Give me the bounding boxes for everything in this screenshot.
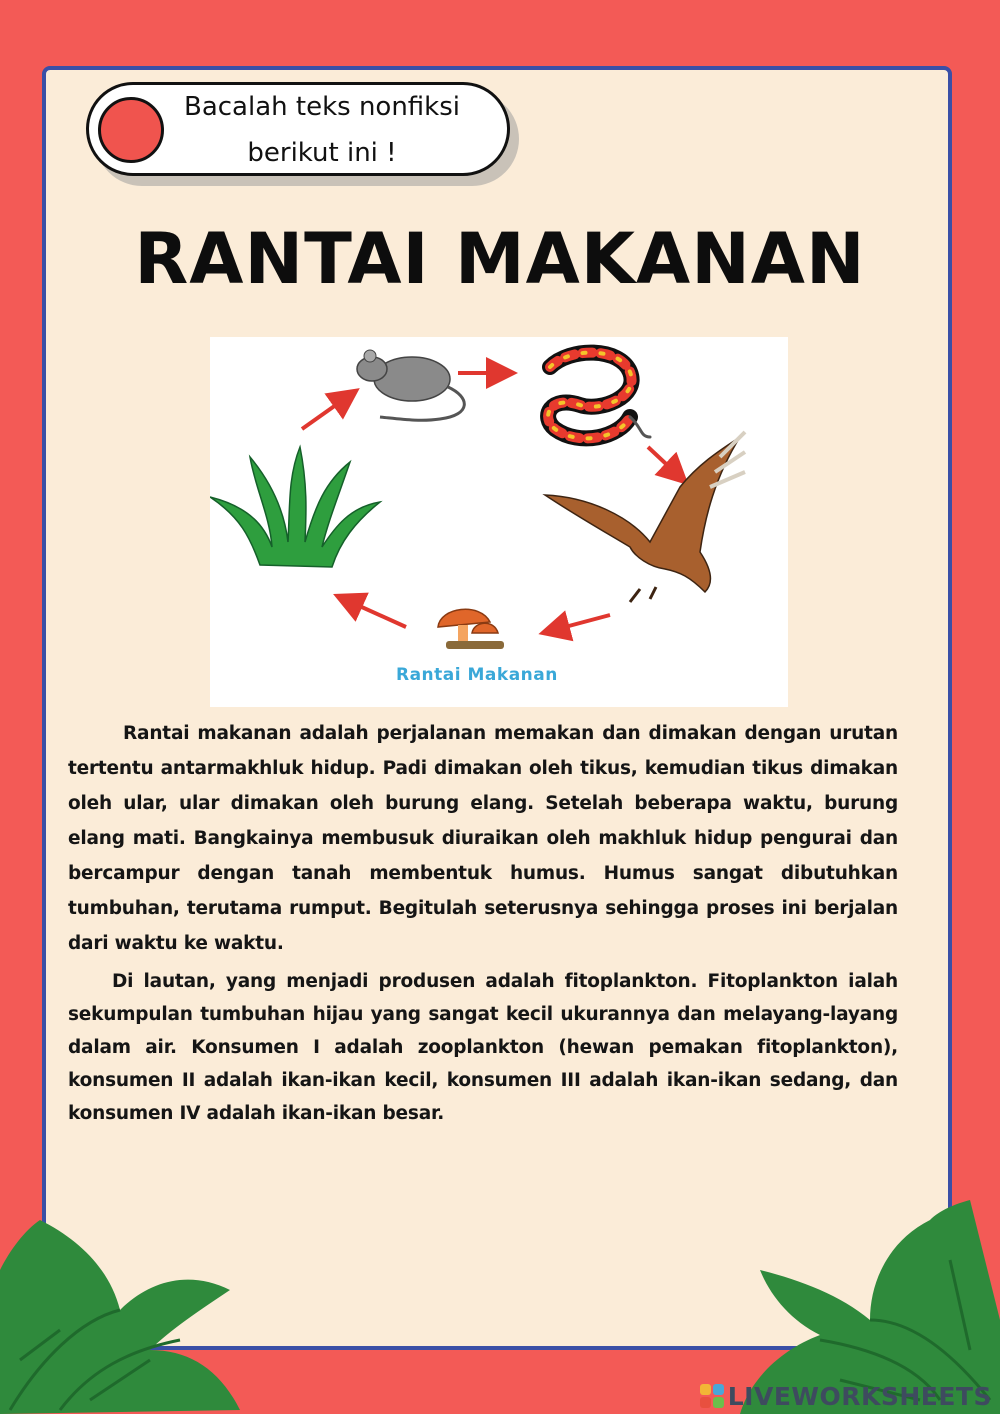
snake-icon [548,353,650,439]
food-chain-diagram [210,337,788,707]
arrow-snake-to-eagle [648,447,680,477]
arrow-grass-to-mouse [302,395,350,429]
mushroom-icon [438,609,504,649]
instruction-text [172,84,472,176]
left-leaf-icon [0,1210,260,1414]
page-title: RANTAI MAKANAN [134,218,866,300]
grass-icon [210,447,380,567]
mouse-icon [357,350,464,420]
arrow-eagle-to-mushroom [550,615,610,631]
arrows [302,373,680,631]
eagle-icon [545,432,745,602]
paragraph-2: Di lautan, yang menjadi produsen adalah fitoplankton. Fitoplankton ialah sekumpulan tumbuhan hijau yang sangat kecil ukurannya dan melayang-layang dalam air. Konsumen I adalah zooplankton (hewan pemakan fitoplankton), konsumen II adalah ikan-ikan kecil, konsumen III adalah ikan-ikan sedang, dan konsumen IV adalah ikan-ikan besar. [68,971,898,1124]
instruction-line-2: berikut ini ! [247,138,397,168]
instruction-line-1: Bacalah teks nonfiksi [183,92,461,122]
watermark-text: LIVEWORKSHEETS [727,1381,992,1411]
watermark [700,1382,992,1410]
instruction-bullet-icon [98,97,164,163]
paragraph-1: Rantai makanan adalah perjalanan memakan dan dimakan dengan urutan tertentu antarmakhluk hidup. Padi dimakan oleh tikus, kemudian tikus dimakan oleh ular, ular dimakan oleh burung elang. Setelah beberapa waktu, burung elang mati. Bangkainya membusuk diuraikan oleh makhluk hidup pengurai dan bercampur dengan tanah membentuk humus. Humus sangat dibutuhkan tumbuhan, terutama rumput. Begitulah seterusnya sehingga proses ini berjalan dari waktu ke waktu. [68,723,898,954]
liveworksheets-logo-icon [700,1384,724,1408]
arrow-mushroom-to-grass [344,599,406,627]
food-chain-illustration [210,337,788,707]
illustration-caption: Rantai Makanan [396,665,558,685]
